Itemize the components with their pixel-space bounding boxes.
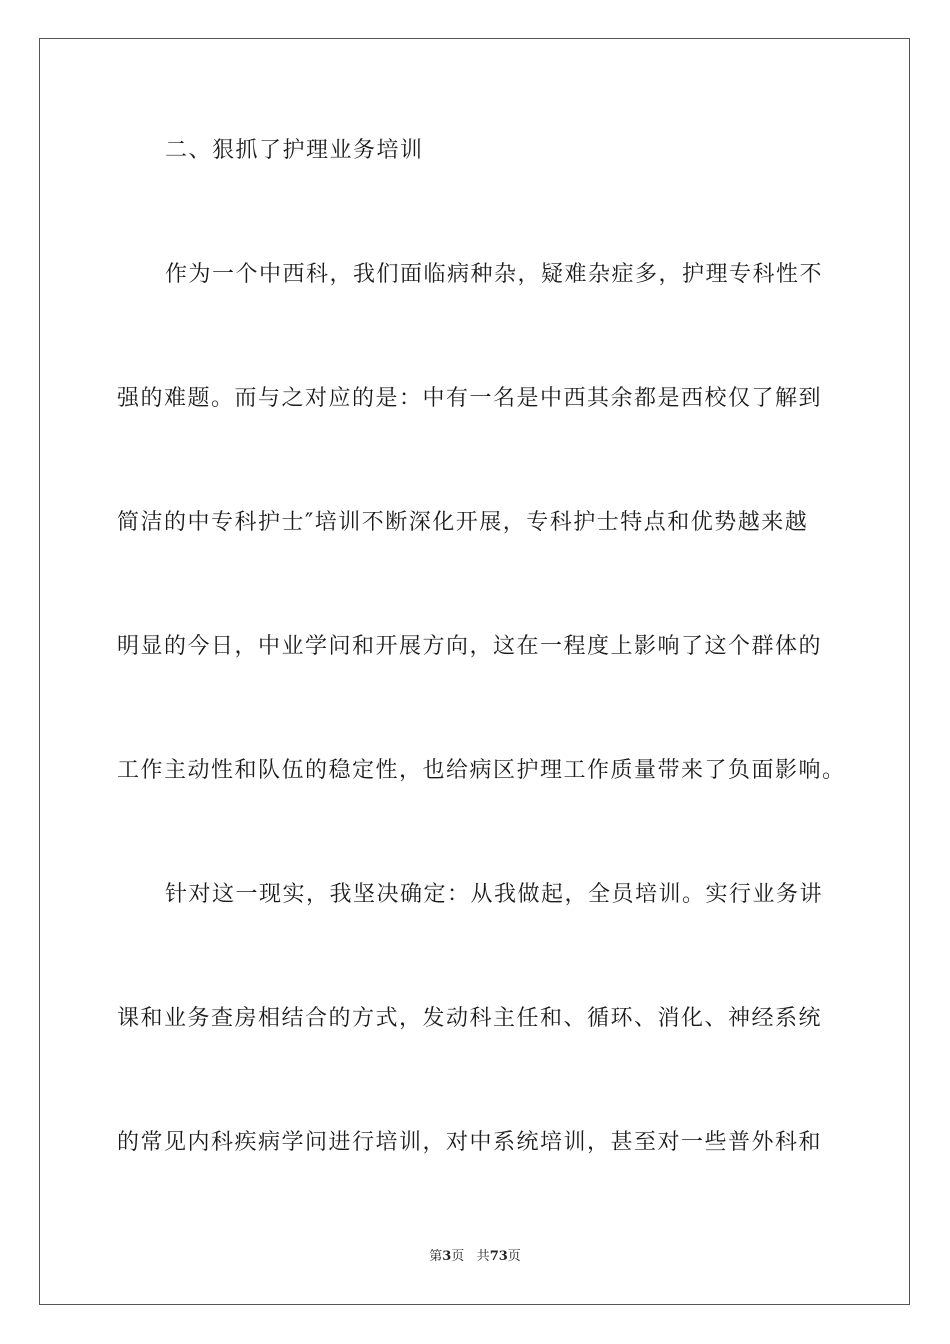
total-pages: 73 (489, 1249, 508, 1264)
paragraph-line: 工作主动性和队伍的稳定性，也给病区护理工作质量带来了负面影响。 (117, 758, 846, 783)
paragraph-line: 的常见内科疾病学问进行培训，对中系统培训，甚至对一些普外科和 (117, 1130, 823, 1155)
paragraph-line: 针对这一现实，我坚决确定：从我做起，全员培训。实行业务讲 (165, 882, 824, 907)
paragraph-line: 课和业务查房相结合的方式，发动科主任和、循环、消化、神经系统 (117, 1006, 823, 1031)
total-suffix: 页 (507, 1249, 521, 1264)
page-suffix: 页 (451, 1249, 465, 1264)
paragraph-line: 作为一个中西科，我们面临病种杂，疑难杂症多，护理专科性不 (165, 262, 824, 287)
paragraph-line: 强的难题。而与之对应的是：中有一名是中西其余都是西校仅了解到 (117, 386, 823, 411)
page-number: 3 (442, 1249, 452, 1264)
total-prefix: 共 (476, 1249, 490, 1264)
section-heading: 二、狠抓了护理业务培训 (165, 138, 424, 163)
paragraph-line: 明显的今日，中业学问和开展方向，这在一程度上影响了这个群体的 (117, 634, 823, 659)
paragraph-line: 简洁的中专科护士″培训不断深化开展，专科护士特点和优势越来越 (117, 510, 809, 535)
page-border (39, 38, 910, 1305)
page-footer (0, 1248, 950, 1266)
page-prefix: 第 (429, 1249, 443, 1264)
